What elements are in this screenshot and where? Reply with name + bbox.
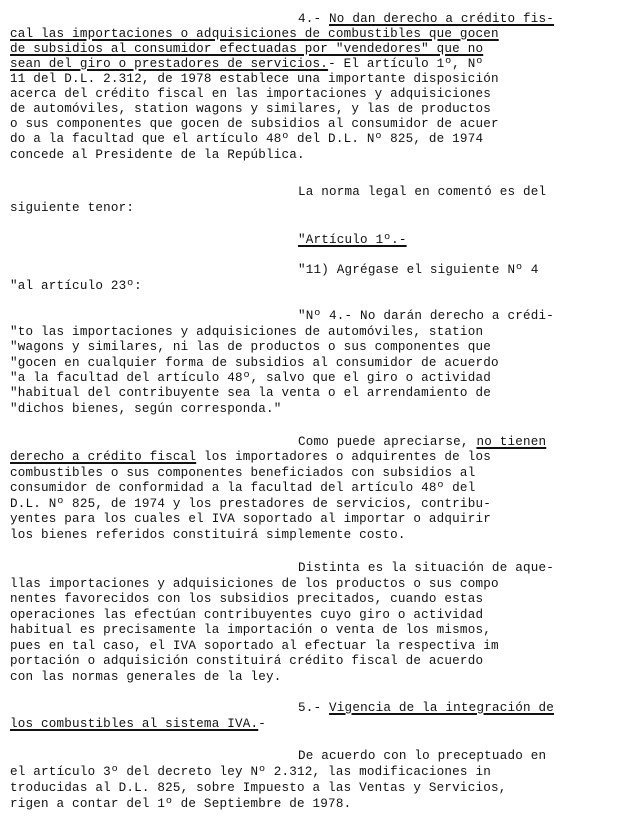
distinta-line-5: habitual es precisamente la importación o venta de los mismos, — [10, 623, 491, 637]
apreciarse-line-2 — [10, 450, 491, 465]
section-5-heading-line-2 — [10, 717, 266, 732]
section-5-number: 5.- — [298, 701, 322, 715]
section-4-line-3-rest: - El artículo 1º, Nº — [328, 57, 484, 71]
section-4-line-1: cal las importaciones o adquisiciones de combustibles que gocen — [10, 27, 499, 41]
acuerdo-line-3: troducidas al D.L. 825, sobre Impuesto a las Ventas y Servicios, — [10, 781, 507, 795]
section-4-line-8: do a la facultad que el artículo 48º del D.L. Nº 825, de 1974 — [10, 132, 484, 146]
section-5-title-part-1: Vigencia de la integración de — [329, 701, 555, 715]
apreciarse-line-3: combustibles o sus componentes beneficiados con subsidios al — [10, 466, 476, 480]
articulo-paragraph-11: "11) Agrégase el siguiente Nº 4 — [298, 263, 539, 277]
quote-line-7: "dichos bienes, según corresponda." — [10, 402, 282, 416]
section-4-line-3 — [10, 57, 483, 72]
distinta-line-3: nentes favorecidos con los subsidios precitados, cuando estas — [10, 592, 484, 606]
section-4-line-7: o sus componentes que gocen de subsidios al consumidor de acuer — [10, 117, 499, 131]
apreciarse-line-7: los bienes referidos constituirá simplemente costo. — [10, 528, 406, 542]
acuerdo-line-2: el artículo 3º del decreto ley Nº 2.312, las modificaciones in — [10, 765, 491, 779]
apreciarse-line-2-underlined: derecho a crédito fiscal — [10, 450, 197, 464]
section-4-line-9: concede al Presidente de la República. — [10, 148, 305, 162]
distinta-line-6: pues en tal caso, el IVA soportado al efectuar la respectiva im — [10, 639, 499, 653]
distinta-line-4: operaciones las efectúan contribuyentes cuyo giro o actividad — [10, 608, 484, 622]
norma-line-1: La norma legal en comentó es del — [298, 185, 547, 199]
section-4-line-4: 11 del D.L. 2.312, de 1978 establece una importante disposición — [10, 72, 499, 86]
quote-line-3: "wagons y similares, ni las de productos o sus componentes que — [10, 340, 491, 354]
distinta-line-8: con las normas generales de la ley. — [10, 670, 282, 684]
section-4-heading — [298, 12, 554, 27]
section-5-heading — [298, 701, 554, 716]
acuerdo-line-1: De acuerdo con lo preceptuado en — [298, 749, 547, 763]
section-4-number: 4.- — [298, 12, 322, 26]
section-5-title-suffix: - — [258, 717, 267, 731]
apreciarse-line-2-rest: los importadores o adquirentes de los — [196, 450, 491, 464]
norma-line-2: siguiente tenor: — [10, 201, 135, 215]
section-4-line-3-underlined: sean del giro o prestadores de servicios. — [10, 57, 329, 71]
quote-line-5: "a la facultad del artículo 48º, salvo que el giro o actividad — [10, 371, 491, 385]
quote-line-6: "habitual del contribuyente sea la venta o el arrendamiento de — [10, 386, 491, 400]
apreciarse-line-4: consumidor de conformidad a la facultad del artículo 48º del — [10, 481, 476, 495]
section-4-title: No dan derecho a crédito fis- — [329, 12, 555, 26]
section-4-line-5: acerca del crédito fiscal en las importaciones y adquisiciones — [10, 87, 491, 101]
quote-line-2: "to las importaciones y adquisiciones de automóviles, station — [10, 325, 484, 339]
distinta-line-7: portación o adquisición constituirá crédito fiscal de acuerdo — [10, 654, 484, 668]
distinta-line-1: Distinta es la situación de aque- — [298, 561, 554, 575]
section-4-line-6: de automóviles, station wagons y similares, y las de productos — [10, 102, 491, 116]
section-4-line-2: de subsidios al consumidor efectuadas por "vendedores" que no — [10, 42, 484, 56]
section-5-title-part-2: los combustibles al sistema IVA. — [10, 717, 259, 731]
quote-line-1: "Nº 4.- No darán derecho a crédi- — [298, 309, 554, 323]
articulo-title-text: "Artículo 1º.- — [298, 233, 407, 247]
distinta-line-2: llas importaciones y adquisiciones de los productos o sus compo — [10, 577, 499, 591]
apreciarse-line-5: D.L. Nº 825, de 1974 y los prestadores de servicios, contribu- — [10, 497, 491, 511]
apreciarse-line-1-underlined: no tienen — [476, 435, 547, 449]
articulo-paragraph-11-line-2: "al artículo 23º: — [10, 279, 142, 293]
apreciarse-line-1-start: Como puede apreciarse, — [298, 435, 477, 449]
apreciarse-line-1 — [298, 435, 546, 450]
quote-line-4: "gocen en cualquier forma de subsidios al consumidor de acuerdo — [10, 356, 499, 370]
articulo-title — [298, 233, 407, 248]
apreciarse-line-6: yentes para los cuales el IVA soportado al importar o adquirir — [10, 512, 491, 526]
acuerdo-line-4: rigen a contar del 1º de Septiembre de 1978. — [10, 797, 352, 811]
